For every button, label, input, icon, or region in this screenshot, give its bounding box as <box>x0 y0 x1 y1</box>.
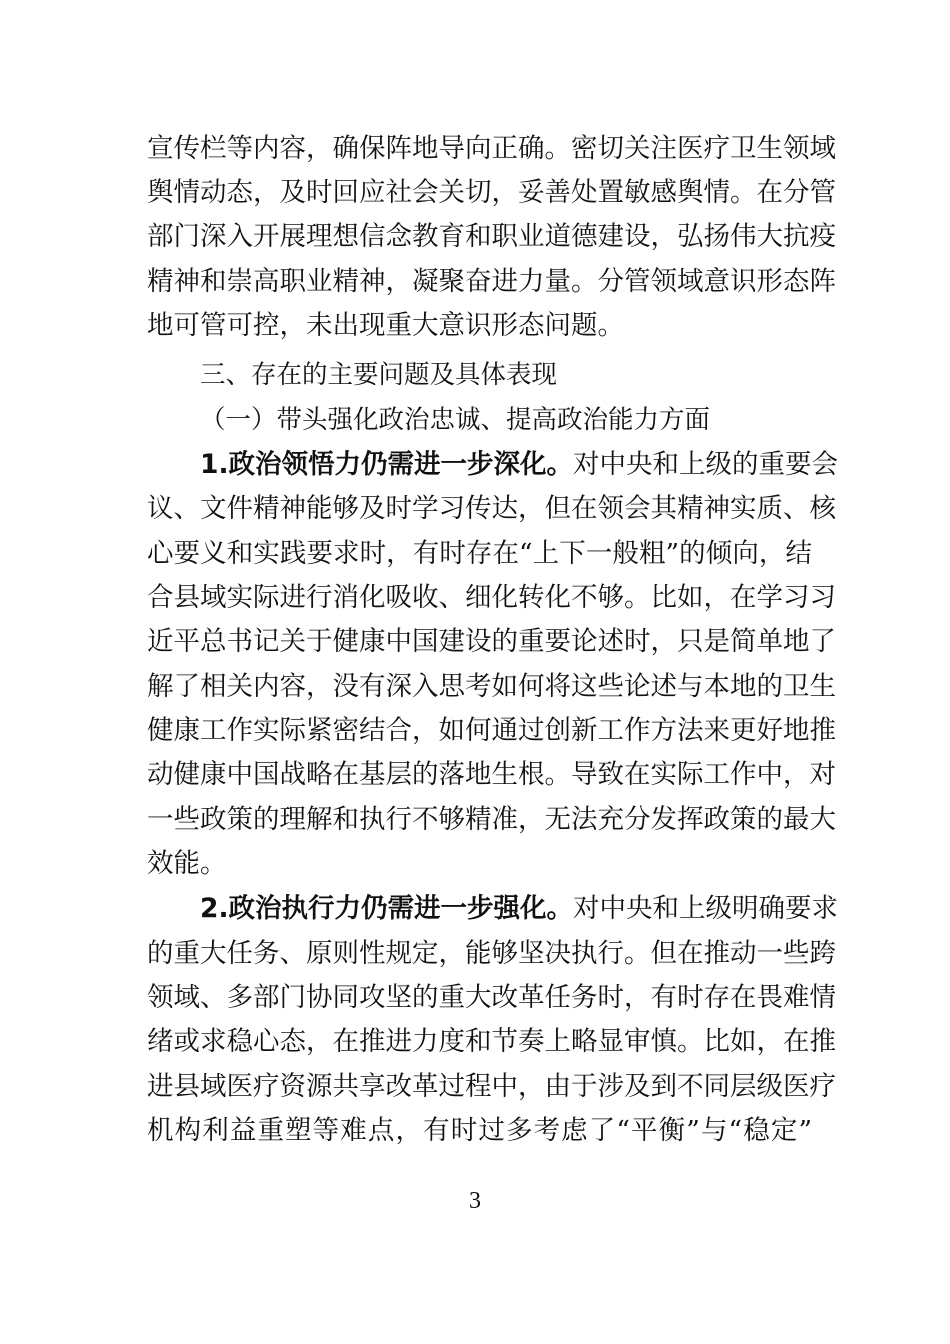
page-number: 3 <box>469 1188 481 1214</box>
paragraph-line: 一些政策的理解和执行不够精准，无法充分发挥政策的最大 <box>147 804 836 835</box>
paragraph-line: 近平总书记关于健康中国建设的重要论述时，只是简单地了 <box>147 626 836 657</box>
item-1-first-line <box>200 443 839 487</box>
paragraph-line: 领域、多部门协同攻坚的重大改革任务时，有时存在畏难情 <box>147 982 836 1013</box>
paragraph-line: 议、文件精神能够及时学习传达，但在领会其精神实质、核 <box>147 493 836 524</box>
paragraph-line: 动健康中国战略在基层的落地生根。导致在实际工作中，对 <box>147 759 836 790</box>
paragraph-line: 部门深入开展理想信念教育和职业道德建设，弘扬伟大抗疫 <box>147 221 836 252</box>
item-2-title: 2.政治执行力仍需进一步强化。 <box>200 893 574 924</box>
paragraph-line: 心要义和实践要求时，有时存在“上下一般粗”的倾向，结 <box>147 538 812 569</box>
paragraph-line: 绪或求稳心态，在推进力度和节奏上略显审慎。比如，在推 <box>147 1026 836 1057</box>
section-heading: 三、存在的主要问题及具体表现 <box>200 360 558 390</box>
paragraph-line: 解了相关内容，没有深入思考如何将这些论述与本地的卫生 <box>147 671 836 702</box>
item-1-first-line-text: 对中央和上级的重要会 <box>573 449 839 480</box>
paragraph-line: 宣传栏等内容，确保阵地导向正确。密切关注医疗卫生领域 <box>147 133 836 164</box>
paragraph-line: 的重大任务、原则性规定，能够坚决执行。但在推动一些跨 <box>147 938 836 969</box>
paragraph-line: 进县域医疗资源共享改革过程中，由于涉及到不同层级医疗 <box>147 1071 836 1102</box>
item-1-title: 1.政治领悟力仍需进一步深化。 <box>200 449 574 480</box>
item-2-first-line <box>200 887 839 931</box>
paragraph-line: 精神和崇高职业精神，凝聚奋进力量。分管领域意识形态阵 <box>147 266 836 297</box>
paragraph-line: 健康工作实际紧密结合，如何通过创新工作方法来更好地推 <box>147 715 836 746</box>
paragraph-line: 效能。 <box>147 848 227 879</box>
item-2-first-line-text: 对中央和上级明确要求 <box>573 893 839 924</box>
paragraph-line: 地可管可控，未出现重大意识形态问题。 <box>147 310 624 341</box>
paragraph-line: 机构利益重塑等难点，有时过多考虑了“平衡”与“稳定” <box>147 1115 812 1146</box>
paragraph-line: 舆情动态，及时回应社会关切，妥善处置敏感舆情。在分管 <box>147 177 836 208</box>
subsection-heading: （一）带头强化政治忠诚、提高政治能力方面 <box>200 405 711 435</box>
paragraph-line: 合县域实际进行消化吸收、细化转化不够。比如，在学习习 <box>147 582 836 613</box>
